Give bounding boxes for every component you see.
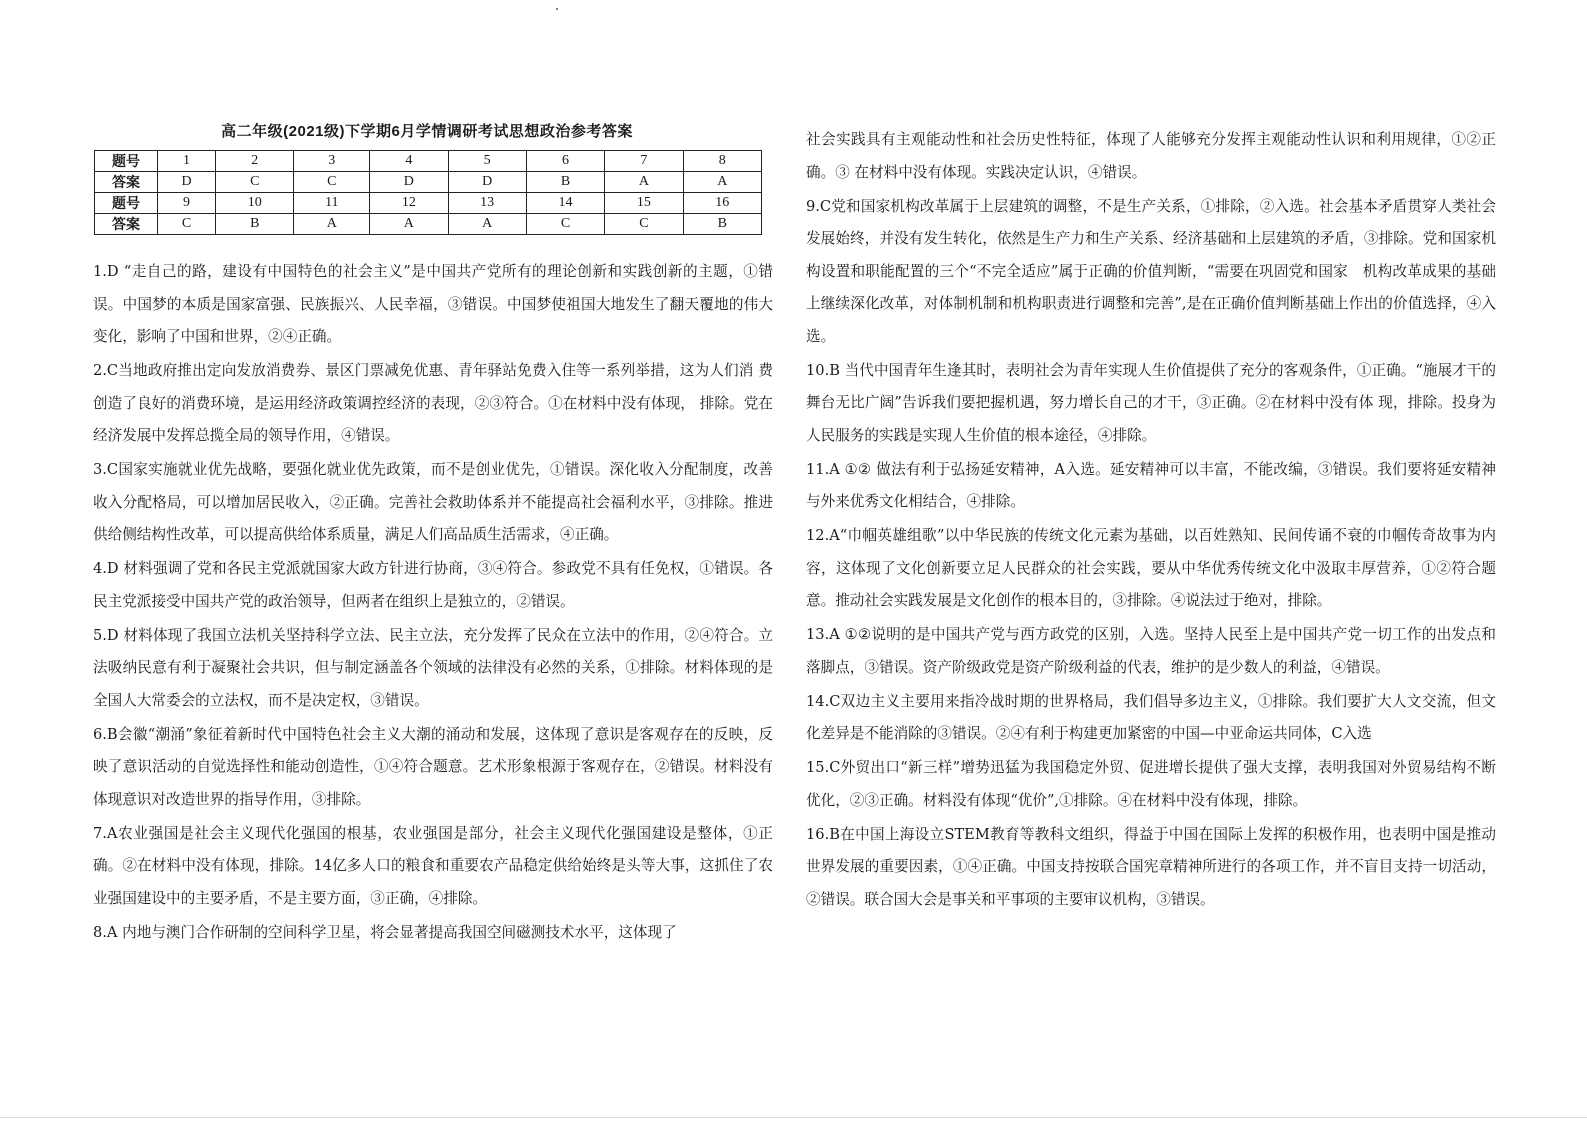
question-number: 4 bbox=[370, 151, 448, 172]
answer-explanation-8-start: 8.A 内地与澳门合作研制的空间科学卫星，将会显著提高我国空间磁测技术水平，这体现了 bbox=[93, 923, 677, 941]
answer-cell: A bbox=[370, 214, 448, 235]
answer-cell: C bbox=[526, 214, 604, 235]
answer-label: 答案 bbox=[95, 214, 158, 235]
answer-cell: D bbox=[448, 172, 526, 193]
answer-cell: B bbox=[683, 214, 761, 235]
question-number: 8 bbox=[683, 151, 761, 172]
scan-dot bbox=[556, 8, 558, 10]
question-number: 6 bbox=[526, 151, 604, 172]
answer-cell: B bbox=[216, 214, 294, 235]
question-number: 1 bbox=[158, 151, 216, 172]
answer-explanation-14: 14.C双边主义主要用来指冷战时期的世界格局，我们倡导多边主义，①排除。我们要扩大人文交流，但文化差异是不能消除的③错误。②④有利于构建更加紧密的中国—中亚命运共同体，C入选 bbox=[806, 692, 1496, 742]
table-row bbox=[95, 172, 762, 193]
answer-explanation-15: 15.C外贸出口“新三样”增势迅猛为我国稳定外贸、促进增长提供了强大支撑，表明我国对外贸易结构不断优化，②③正确。材料没有体现“优价”,①排除。④在材料中没有体现，排除。 bbox=[806, 759, 1496, 809]
question-number: 2 bbox=[216, 151, 294, 172]
right-column-answers bbox=[806, 124, 1496, 918]
question-number: 9 bbox=[158, 193, 216, 214]
question-number: 7 bbox=[605, 151, 683, 172]
answer-explanation-1: 1.D “走自己的路，建设有中国特色的社会主义”是中国共产党所有的理论创新和实践创新的主题，①错误。中国梦的本质是国家富强、民族振兴、人民幸福，③错误。中国梦使祖国大地发生了翻天覆地的伟大变化，影响了中国和世界，②④正确。 bbox=[93, 263, 773, 345]
answer-explanation-4: 4.D 材料强调了党和各民主党派就国家大政方针进行协商，③④符合。参政党不具有任免权，①错误。各民主党派接受中国共产党的政治领导，但两者在组织上是独立的，②错误。 bbox=[93, 560, 773, 610]
answer-table bbox=[94, 150, 762, 235]
question-number: 16 bbox=[683, 193, 761, 214]
question-number: 15 bbox=[605, 193, 683, 214]
answer-cell: C bbox=[158, 214, 216, 235]
question-number: 3 bbox=[294, 151, 370, 172]
question-number-label: 题号 bbox=[95, 193, 158, 214]
answer-explanation-10: 10.B 当代中国青年生逢其时，表明社会为青年实现人生价值提供了充分的客观条件，①正确。“施展才干的舞台无比广阔”告诉我们要把握机遇，努力增长自己的才干，③正确。②在材料中没有体 现，排除。投身为人民服务的实践是实现人生价值的根本途径，④排除。 bbox=[806, 361, 1496, 444]
answer-cell: C bbox=[294, 172, 370, 193]
left-column-answers bbox=[93, 256, 773, 951]
answer-cell: A bbox=[294, 214, 370, 235]
answer-cell: A bbox=[605, 172, 683, 193]
answer-explanation-13: 13.A ①②说明的是中国共产党与西方政党的区别，入选。坚持人民至上是中国共产党一切工作的出发点和落脚点，③错误。资产阶级政党是资产阶级利益的代表，维护的是少数人的利益，④错误。 bbox=[806, 626, 1496, 676]
answer-explanation-6: 6.B会徽“潮涌”象征着新时代中国特色社会主义大潮的涌动和发展，这体现了意识是客观存在的反映，反映了意识活动的自觉选择性和能动创造性，①④符合题意。艺术形象根源于客观存在，②错误。材料没有体现意识对改造世界的指导作用，③排除。 bbox=[93, 725, 773, 808]
answer-cell: B bbox=[526, 172, 604, 193]
answer-explanation-8-cont: 社会实践具有主观能动性和社会历史性特征，体现了人能够充分发挥主观能动性认识和利用规律，①②正确。③ 在材料中没有体现。实践决定认识，④错误。 bbox=[806, 131, 1496, 181]
page-edge bbox=[0, 1117, 1587, 1118]
question-number: 14 bbox=[526, 193, 604, 214]
answer-explanation-11: 11.A ①② 做法有利于弘扬延安精神，A入选。延安精神可以丰富，不能改编，③错误。我们要将延安精神与外来优秀文化相结合，④排除。 bbox=[806, 460, 1496, 510]
answer-cell: A bbox=[448, 214, 526, 235]
table-row bbox=[95, 151, 762, 172]
answer-cell: A bbox=[683, 172, 761, 193]
question-number: 10 bbox=[216, 193, 294, 214]
answer-label: 答案 bbox=[95, 172, 158, 193]
answer-cell: C bbox=[605, 214, 683, 235]
answer-cell: D bbox=[370, 172, 448, 193]
question-number-label: 题号 bbox=[95, 151, 158, 172]
answer-explanation-12: 12.A“巾帼英雄组歌”以中华民族的传统文化元素为基础，以百姓熟知、民间传诵不衰的巾帼传奇故事为内容，这体现了文化创新要立足人民群众的社会实践，要从中华优秀传统文化中汲取丰厚营养，①②符合题意。推动社会实践发展是文化创作的根本目的，③排除。④说法过于绝对，排除。 bbox=[806, 527, 1496, 609]
answer-explanation-2: 2.C当地政府推出定向发放消费券、景区门票减免优惠、青年驿站免费入住等一系列举措，这为人们消 费创造了良好的消费环境，是运用经济政策调控经济的表现，②③符合。①在材料中没有体现， 排除。党在经济发展中发挥总揽全局的领导作用，④错误。 bbox=[93, 362, 773, 444]
question-number: 12 bbox=[370, 193, 448, 214]
answer-explanation-7: 7.A农业强国是社会主义现代化强国的根基，农业强国是部分，社会主义现代化强国建设是整体，①正确。②在材料中没有体现，排除。14亿多人口的粮食和重要农产品稳定供给始终是头等大事，这抓住了农业强国建设中的主要矛盾，不是主要方面，③正确，④排除。 bbox=[93, 824, 773, 907]
answer-explanation-9: 9.C党和国家机构改革属于上层建筑的调整，不是生产关系，①排除，②入选。社会基本矛盾贯穿人类社会发展始终，并没有发生转化，依然是生产力和生产关系、经济基础和上层建筑的矛盾，③排除。党和国家机构设置和职能配置的三个“不完全适应”属于正确的价值判断，“需要在巩固党和国家 机构改革成果的基础上继续深化改革，对体制机制和机构职责进行调整和完善”,是在正确价值判断基础上作出的价值选择，④入选。 bbox=[806, 197, 1496, 345]
answer-cell: C bbox=[216, 172, 294, 193]
question-number: 5 bbox=[448, 151, 526, 172]
page-title: 高二年级(2021级)下学期6月学情调研考试思想政治参考答案 bbox=[221, 123, 633, 140]
answer-explanation-16: 16.B在中国上海设立STEM教育等教科文组织，得益于中国在国际上发挥的积极作用，也表明中国是推动世界发展的重要因素，①④正确。中国支持按联合国宪章精神所进行的各项工作，并不盲目支持一切活动，②错误。联合国大会是事关和平事项的主要审议机构，③错误。 bbox=[806, 825, 1496, 908]
question-number: 13 bbox=[448, 193, 526, 214]
question-number: 11 bbox=[294, 193, 370, 214]
answer-explanation-5: 5.D 材料体现了我国立法机关坚持科学立法、民主立法，充分发挥了民众在立法中的作用，②④符合。立法吸纳民意有利于凝聚社会共识，但与制定涵盖各个领域的法律没有必然的关系，①排除。材料体现的是全国人大常委会的立法权，而不是决定权，③错误。 bbox=[93, 626, 773, 709]
answer-explanation-3: 3.C国家实施就业优先战略，要强化就业优先政策，而不是创业优先，①错误。深化收入分配制度，改善收入分配格局，可以增加居民收入，②正确。完善社会救助体系并不能提高社会福利水平，③排除。推进供给侧结构性改革，可以提高供给体系质量，满足人们高品质生活需求，④正确。 bbox=[93, 461, 773, 543]
answer-cell: D bbox=[158, 172, 216, 193]
table-row bbox=[95, 193, 762, 214]
table-row bbox=[95, 214, 762, 235]
